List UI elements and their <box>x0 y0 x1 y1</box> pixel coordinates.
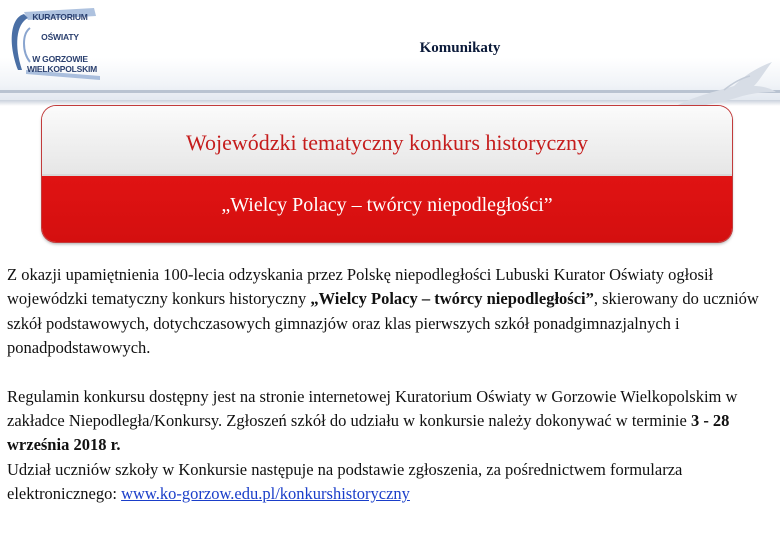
logo-line-4: WIELKOPOLSKIM <box>26 64 98 74</box>
banner-bottom-section <box>42 176 732 242</box>
banner-title: Wojewódzki tematyczny konkurs historyczny <box>185 130 589 155</box>
paragraph-rules <box>7 385 773 458</box>
banner-subtitle: „Wielcy Polacy – twórcy niepodległości” <box>221 194 553 216</box>
paragraph-intro <box>7 263 773 361</box>
paragraph-participation <box>7 458 773 507</box>
intro-text: Z okazji upamiętnienia 100-lecia odzyskania przez Polskę niepodległości Lubuski Kurator Oświaty ogłosił wojewódzki tematyczny konkurs historyczny <box>7 265 714 309</box>
page-header-bar <box>0 0 780 105</box>
logo-line-2: OŚWIATY <box>41 32 79 42</box>
paragraph-gap <box>7 361 773 385</box>
contest-form-link[interactable]: www.ko-gorzow.edu.pl/konkurshistoryczny <box>121 484 410 504</box>
header-divider <box>0 90 780 93</box>
contest-banner <box>42 106 732 242</box>
participation-text: Udział uczniów szkoły w Konkursie następuje na podstawie zgłoszenia, za pośrednictwem formularza elektronicznego: <box>7 459 683 504</box>
logo-line-1: KURATORIUM <box>32 12 88 22</box>
contest-name-bold: „Wielcy Polacy – twórcy niepodległości” <box>310 289 594 309</box>
logo-line-3: W GORZOWIE <box>32 54 88 64</box>
rules-text: Regulamin konkursu dostępny jest na stronie internetowej Kuratorium Oświaty w Gorzowie Wielkopolskim w zakładce Niepodległa/Konkursy. Zgłoszeń szkół do udziału w konkursie należy dokonywać w terminie <box>7 386 738 431</box>
page-title: Komunikaty <box>419 40 501 56</box>
announcement-body <box>7 263 773 507</box>
banner-top-section <box>42 106 732 176</box>
intro-text-rest: , skierowany do uczniów szkół podstawowych, dotychczasowych gimnazjów oraz klas pierwszych szkół ponadgimnazjalnych i ponadpodstawowych. <box>7 289 759 358</box>
deadline-bold: 3 - 28 września 2018 r. <box>7 411 730 455</box>
